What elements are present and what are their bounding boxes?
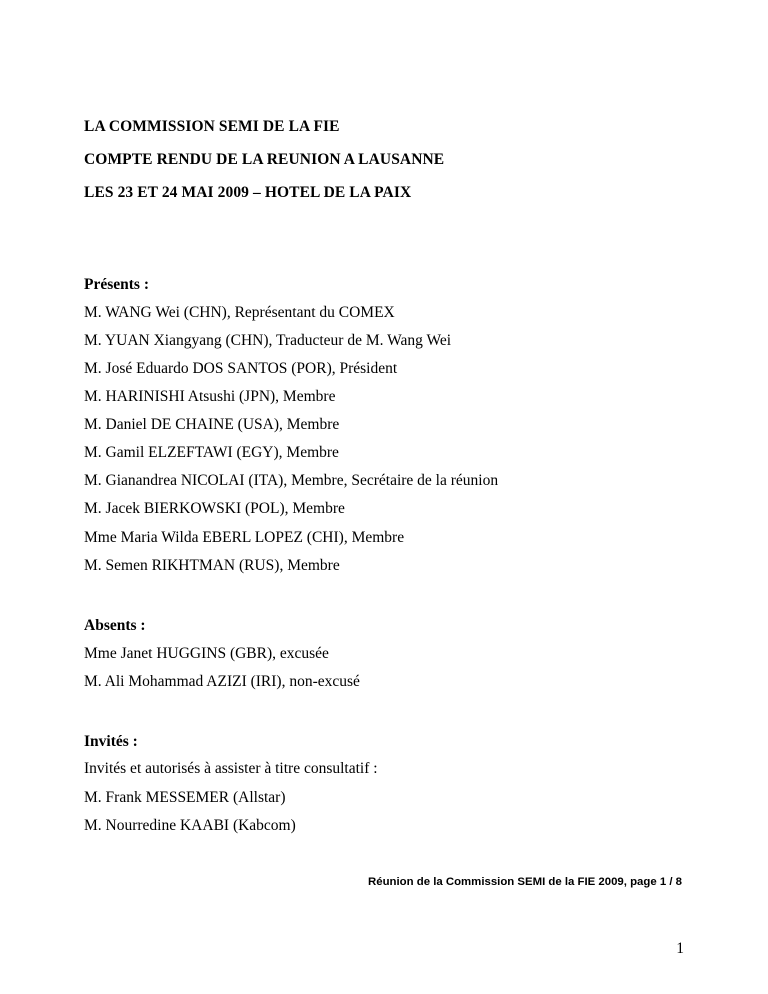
absents-item: Mme Janet HUGGINS (GBR), excusée	[84, 645, 329, 662]
page-footer: Réunion de la Commission SEMI de la FIE 2009, page 1 / 8	[368, 876, 682, 888]
page-number: 1	[676, 940, 684, 957]
invites-intro: Invités et autorisés à assister à titre consultatif :	[84, 760, 378, 777]
presents-item: M. Daniel DE CHAINE (USA), Membre	[84, 416, 340, 433]
invites-item: M. Nourredine KAABI (Kabcom)	[84, 817, 296, 834]
presents-item: M. WANG Wei (CHN), Représentant du COMEX	[84, 304, 395, 321]
presents-item: M. Jacek BIERKOWSKI (POL), Membre	[84, 500, 345, 517]
presents-heading: Présents :	[84, 276, 149, 293]
document-title-line-1: LA COMMISSION SEMI DE LA FIE	[84, 118, 340, 135]
invites-item: M. Frank MESSEMER (Allstar)	[84, 789, 286, 806]
document-title-line-3: LES 23 ET 24 MAI 2009 – HOTEL DE LA PAIX	[84, 184, 412, 201]
absents-item: M. Ali Mohammad AZIZI (IRI), non-excusé	[84, 673, 360, 690]
presents-item: M. Semen RIKHTMAN (RUS), Membre	[84, 557, 340, 574]
presents-item: M. YUAN Xiangyang (CHN), Traducteur de M. Wang Wei	[84, 332, 452, 349]
presents-item: M. HARINISHI Atsushi (JPN), Membre	[84, 388, 336, 405]
document-title-line-2: COMPTE RENDU DE LA REUNION A LAUSANNE	[84, 151, 445, 168]
presents-item: M. José Eduardo DOS SANTOS (POR), Président	[84, 360, 398, 377]
presents-item: M. Gianandrea NICOLAI (ITA), Membre, Secrétaire de la réunion	[84, 472, 499, 489]
presents-item: M. Gamil ELZEFTAWI (EGY), Membre	[84, 444, 339, 461]
invites-heading: Invités :	[84, 733, 138, 750]
absents-heading: Absents :	[84, 617, 146, 634]
presents-item: Mme Maria Wilda EBERL LOPEZ (CHI), Membre	[84, 529, 405, 546]
